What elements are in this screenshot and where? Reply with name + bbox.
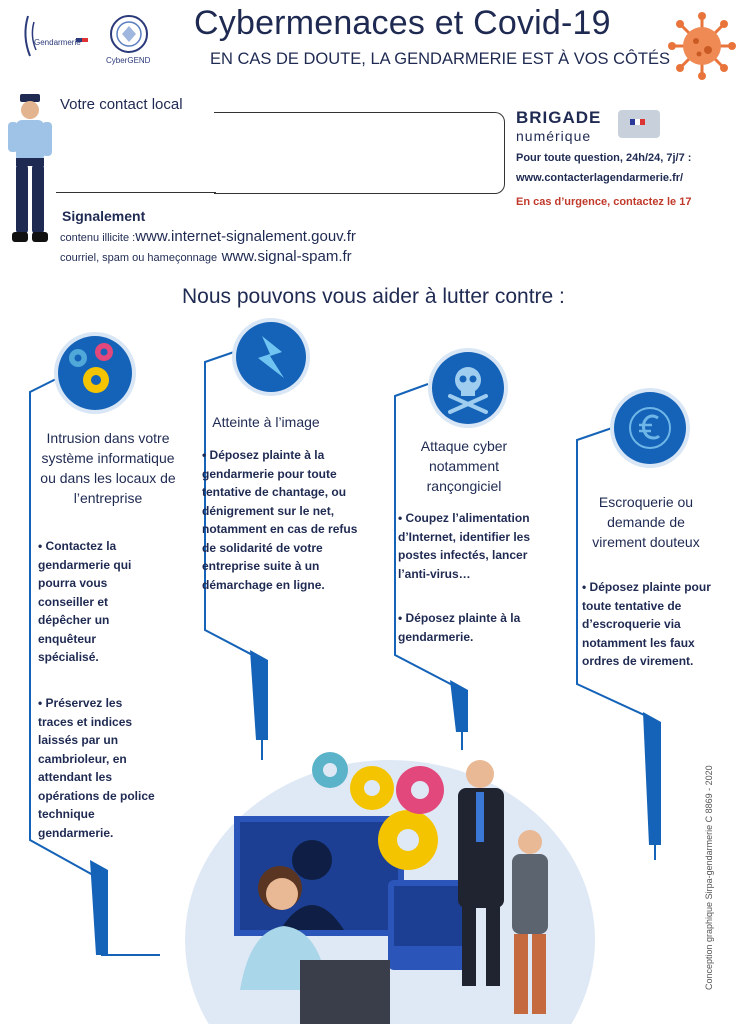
urgence-notice: En cas d’urgence, contactez le 17 [516,196,692,208]
page-title: Cybermenaces et Covid-19 [194,4,611,42]
card-4-icon-circle [614,392,686,464]
card-2-icon-circle [236,322,306,392]
euro-icon [614,392,686,464]
card-4-title: Escroquerie ou demande de virement douteux [592,494,700,550]
brigade-title: BRIGADE [516,108,602,127]
card-1-title: Intrusion dans votre système informatique ou dans les locaux de l’entreprise [40,430,176,506]
contact-label: Votre contact local [60,96,183,113]
card-1-body: • Contactez la gendarmerie qui pourra vous conseiller et dépêcher un enquêteur spécialisé. [38,539,132,664]
brigade-subtitle: numérique [516,128,592,144]
signalement-label-2: courriel, spam ou hameçonnage [60,252,218,264]
gears-icon [58,336,132,410]
page-subtitle: EN CAS DE DOUTE, LA GENDARMERIE EST À VOS CÔTÉS [210,50,670,68]
signalement-title: Signalement [62,208,146,224]
gendarmerie-logo-text: Gendarmerie [34,38,81,47]
card-3-body-2: • Déposez plainte à la gendarmerie. [398,611,521,644]
cybergend-logo-text: CyberGEND [106,56,151,65]
card-1-icon-circle [58,336,132,410]
lightning-icon [236,322,306,392]
card-2-title: Atteinte à l’image [212,414,320,430]
card-3-title: Attaque cyber notamment rançongiciel [420,438,508,494]
card-4-body: • Déposez plainte pour toute tentative de d’escroquerie via notamment les faux ordres de virement. [582,580,711,668]
brigade-question: Pour toute question, 24h/24, 7j/7 : [516,152,692,164]
card-3-body: • Coupez l’alimentation d’Internet, identifier les postes infectés, lancer l’anti-virus… [398,511,531,581]
card-2-body: • Déposez plainte à la gendarmerie pour toute tentative de chantage, ou dénigrement sur le net, notamment en cas de refus de solidarité de votre entreprise suite à un démarchage en ligne. [202,448,358,592]
brigade-url-link[interactable]: www.contacterlagendarmerie.fr/ [516,172,684,184]
signalement-link-1[interactable]: www.internet-signalement.gouv.fr [135,228,356,245]
credit-text: Conception graphique Sirpa-gendarmerie C 8869 - 2020 [704,765,714,990]
card-1-body-2: • Préservez les traces et indices laissés par un cambrioleur, en attendant les opérations de police technique gendarmerie. [38,696,155,840]
skull-icon [432,352,504,424]
signalement-link-2[interactable]: www.signal-spam.fr [221,248,352,265]
signalement-label-1: contenu illicite : [60,232,136,244]
help-heading: Nous pouvons vous aider à lutter contre : [182,285,565,308]
card-3-icon-circle [432,352,504,424]
office-illustration [180,730,600,1024]
